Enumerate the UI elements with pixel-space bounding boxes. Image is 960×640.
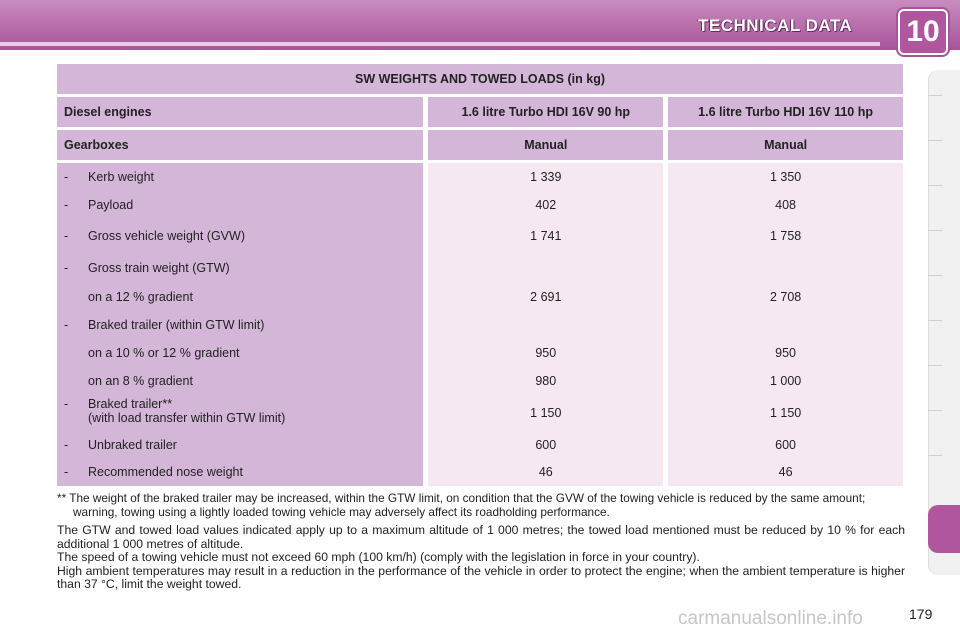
row-value-1: 1 150: [423, 394, 663, 432]
engine-header-row: [57, 97, 903, 127]
row-label: Recommended nose weight: [88, 465, 243, 479]
row-value-2: [663, 311, 903, 339]
row-value-1: [423, 311, 663, 339]
row-value-2: 1 758: [663, 219, 903, 253]
row-label-sub: (with load transfer within GTW limit): [88, 411, 286, 425]
row-label: on a 10 % or 12 % gradient: [88, 346, 240, 360]
table-row: [57, 283, 903, 311]
row-value-1: 600: [423, 432, 663, 458]
sidebar-tick: [928, 455, 942, 456]
row-dash: -: [64, 229, 69, 243]
row-label: on an 8 % gradient: [88, 373, 193, 388]
row-value-1: 402: [423, 191, 663, 219]
row-value-2: 600: [663, 432, 903, 458]
row-label: Braked trailer (within GTW limit): [88, 318, 265, 332]
page-number: 179: [909, 606, 933, 622]
table-row: [57, 219, 903, 253]
row-label: Payload: [88, 198, 134, 212]
table-row: [57, 163, 903, 191]
row-dash: -: [64, 261, 69, 275]
sidebar-tick: [928, 230, 942, 231]
row-value-1: 1 741: [423, 219, 663, 253]
row-value-2: [663, 253, 903, 283]
sidebar-tick: [928, 185, 942, 186]
row-value-2: 2 708: [663, 283, 903, 311]
row-value-2: 1 150: [663, 394, 903, 432]
row-dash: -: [64, 397, 69, 411]
watermark: carmanualsonline.info: [678, 608, 863, 629]
row-label: Braked trailer**: [88, 397, 173, 411]
row-value-1: 46: [423, 458, 663, 486]
table-row: [57, 432, 903, 458]
sidebar-tick: [928, 275, 942, 276]
notes-section: [57, 524, 905, 592]
row-value-1: 1 339: [423, 163, 663, 191]
row-value-1: 2 691: [423, 283, 663, 311]
header-stripe: [0, 42, 880, 46]
row-dash: -: [64, 438, 69, 452]
row-value-1: 980: [423, 367, 663, 394]
table-row: [57, 394, 903, 432]
table-title: SW WEIGHTS AND TOWED LOADS (in kg): [57, 64, 903, 94]
table-title-row: [57, 64, 903, 94]
row-label: on a 12 % gradient: [88, 290, 193, 304]
row-value-2: 46: [663, 458, 903, 486]
row-label: Gross train weight (GTW): [88, 261, 230, 275]
table-row: [57, 191, 903, 219]
engine-label: Diesel engines: [57, 97, 423, 127]
row-value-1: [423, 253, 663, 283]
engine-2: 1.6 litre Turbo HDI 16V 110 hp: [663, 97, 903, 127]
row-value-1: 950: [423, 339, 663, 367]
row-dash: -: [64, 465, 69, 479]
table-row: [57, 458, 903, 486]
active-chapter-tab[interactable]: [928, 505, 960, 553]
table-row: [57, 367, 903, 394]
row-value-2: 1 350: [663, 163, 903, 191]
sidebar-tick: [928, 365, 942, 366]
gearbox-1: Manual: [423, 130, 663, 160]
chapter-tab-sidebar: [928, 70, 960, 575]
table-row: [57, 253, 903, 283]
engine-1: 1.6 litre Turbo HDI 16V 90 hp: [423, 97, 663, 127]
footnote: [57, 491, 905, 519]
row-value-2: 950: [663, 339, 903, 367]
sidebar-tick: [928, 95, 942, 96]
row-dash: -: [64, 170, 69, 184]
footnote-text: ** The weight of the braked trailer may be increased, within the GTW limit, on condition that the GVW of the towing vehicle is reduced by the same amount; warning, towing using a lightly loaded towing vehicle may adversely affect its roadholding performance.: [57, 491, 866, 519]
sidebar-tick: [928, 410, 942, 411]
sidebar-tick: [928, 140, 942, 141]
table-row: [57, 311, 903, 339]
gearbox-2: Manual: [663, 130, 903, 160]
row-value-2: 408: [663, 191, 903, 219]
sidebar-tick: [928, 320, 942, 321]
row-label: Unbraked trailer: [88, 438, 177, 452]
table-row: [57, 339, 903, 367]
weights-table: [57, 64, 903, 486]
row-dash: -: [64, 198, 69, 212]
row-label: Gross vehicle weight (GVW): [88, 229, 245, 243]
row-dash: -: [64, 318, 69, 332]
page-title: TECHNICAL DATA: [698, 16, 853, 35]
speed-note: The speed of a towing vehicle must not exceed 60 mph (100 km/h) (comply with the legislation in force in your country).: [57, 550, 700, 564]
chapter-number-badge: 10: [898, 9, 948, 55]
row-label: Kerb weight: [88, 170, 155, 184]
row-value-2: 1 000: [663, 367, 903, 394]
gearbox-header-row: [57, 130, 903, 160]
temperature-note: High ambient temperatures may result in a reduction in the performance of the vehicle in order to protect the engine; when the ambient temperature is higher than 37 °C, limit the weight towed.: [57, 563, 905, 591]
altitude-note: The GTW and towed load values indicated apply up to a maximum altitude of 1 000 metres; the towed load mentioned must be reduced by 10 % for each additional 1 000 metres of altitude.: [57, 523, 905, 551]
gearbox-label: Gearboxes: [57, 130, 423, 160]
